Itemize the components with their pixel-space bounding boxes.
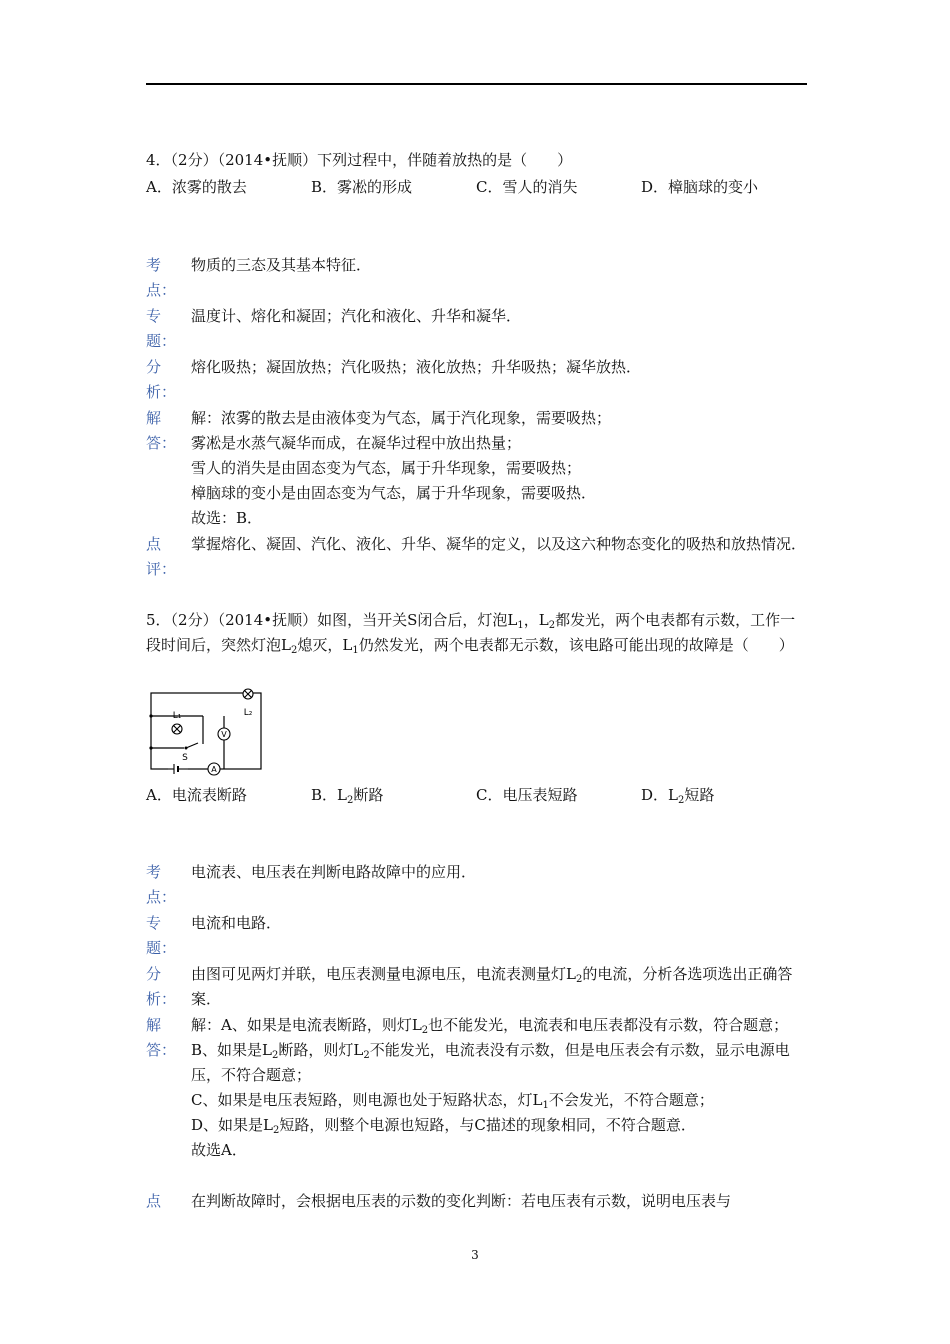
- q5-kaodian: 电流表、电压表在判断电路故障中的应用．: [191, 863, 477, 881]
- q4-label-fenxi: 分 析：: [146, 358, 177, 401]
- q4-fenxi: 熔化吸热；凝固放热；汽化吸热；液化放热；升华吸热；凝华放热．: [191, 358, 642, 376]
- q5-dianping: 在判断故障时，会根据电压表的示数的变化判断：若电压表有示数，说明电压表与: [191, 1192, 732, 1210]
- junction-dot: [149, 746, 152, 749]
- q4-jieda: [191, 406, 807, 531]
- q5-option-b: B．$L_2$断路: [311, 786, 384, 806]
- q5-jieda: [191, 1013, 807, 1163]
- switch-pivot: [185, 747, 188, 750]
- circuit-frame: [151, 693, 261, 769]
- header-rule: [146, 83, 807, 85]
- q5-label-fenxi: 分 析：: [146, 965, 177, 1008]
- q4-label-kaodian: 考 点：: [146, 256, 177, 299]
- q5-label-zhuanti: 专 题：: [146, 914, 177, 957]
- circuit-diagram: [146, 686, 266, 778]
- q5-option-d: D．$L_2$短路: [641, 786, 715, 806]
- q4-dianping: 掌握熔化、凝固、汽化、液化、升华、凝华的定义，以及这六种物态变化的吸热和放热情况．: [191, 535, 807, 553]
- label-v: V: [221, 730, 227, 739]
- q4-jieda-line: 雪人的消失是由固态变为气态，属于升华现象，需要吸热；: [191, 459, 582, 477]
- page-number: 3: [471, 1248, 479, 1262]
- q5-jieda-line: D、如果是$L_2$短路，则整个电源也短路，与C描述的现象相同，不符合题意．: [191, 1116, 696, 1136]
- q5-fenxi: 由图可见两灯并联，电压表测量电源电压，电流表测量灯$L_2$的电流，分析各选项选出正确答案．: [191, 965, 793, 1008]
- q5-stem: 5．（2分）（2014•抚顺）如图，当开关S闭合后，灯泡$L_1$，$L_2$都发光，两个电表都有示数，工作一段时间后，突然灯泡$L_2$熄灭，$L_1$仍然发光，两个电表都无示数，该电路可能出现的故障是（ ）: [146, 611, 796, 656]
- q4-jieda-line: 樟脑球的变小是由固态变为气态，属于升华现象，需要吸热．: [191, 484, 597, 502]
- q4-jieda-line: 故选：B．: [191, 509, 263, 527]
- q5-jieda-line: 解：A、如果是电流表断路，则灯$L_2$也不能发光，电流表和电压表都没有示数，符合题意；: [191, 1016, 789, 1036]
- q4-kaodian: 物质的三态及其基本特征．: [191, 256, 372, 274]
- label-l1: L₁: [172, 711, 182, 721]
- label-a: A: [211, 765, 217, 774]
- q5-option-c: C．电压表短路: [476, 786, 578, 804]
- q5-label-dianping: 点: [146, 1192, 162, 1210]
- q5-option-a: A．电流表断路: [146, 786, 247, 804]
- q5-jieda-line: C、如果是电压表短路，则电源也处于短路状态，灯$L_1$不会发光，不符合题意；: [191, 1091, 714, 1111]
- q4-jieda-line: 雾凇是水蒸气凝华而成，在凝华过程中放出热量；: [191, 434, 522, 452]
- junction-dot: [149, 714, 152, 717]
- q4-option-c: C．雪人的消失: [476, 178, 578, 196]
- q4-label-jieda: 解 答：: [146, 409, 177, 452]
- q5-label-kaodian: 考 点：: [146, 863, 177, 906]
- q5-label-jieda: 解 答：: [146, 1016, 177, 1059]
- label-s: S: [182, 753, 188, 763]
- q4-option-d: D．樟脑球的变小: [641, 178, 759, 196]
- q5-jieda-line: B、如果是$L_2$断路，则灯$L_2$不能发光，电流表没有示数，但是电压表会有示数，显示电源电压，不符合题意；: [191, 1041, 790, 1084]
- q5-jieda-line: 故选A．: [191, 1141, 247, 1159]
- q5-zhuanti: 电流和电路．: [191, 914, 282, 932]
- q4-zhuanti: 温度计、熔化和凝固；汽化和液化、升华和凝华．: [191, 307, 522, 325]
- q4-stem: 4．（2分）（2014•抚顺）下列过程中，伴随着放热的是（ ）: [146, 151, 573, 169]
- label-l2: L₂: [243, 708, 253, 718]
- q4-label-dianping: 点 评：: [146, 535, 177, 578]
- q4-label-zhuanti: 专 题：: [146, 307, 177, 350]
- q4-option-b: B．雾凇的形成: [311, 178, 413, 196]
- q4-option-a: A．浓雾的散去: [146, 178, 247, 196]
- q4-jieda-line: 解：浓雾的散去是由液体变为气态，属于汽化现象，需要吸热；: [191, 409, 612, 427]
